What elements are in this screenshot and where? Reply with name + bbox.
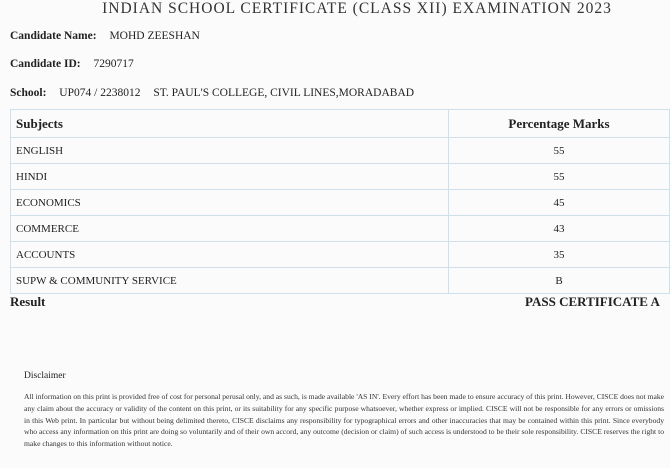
- subject-cell: HINDI: [11, 164, 449, 190]
- subject-cell: ACCOUNTS: [11, 242, 449, 268]
- disclaimer-text: All information on this print is provided free of cost for personal perusal only, and as such, is made available 'AS IN'. Every effort has been made to ensure accuracy of this print. However, CISCE does not make any claim about the accuracy or validity of the content on this print, or its suitability for any specific purpose whatsoever, whether express or implied. CISCE will not be responsible for any errors or omissions in this Web print. In particular but without being delimited thereto, CISCE disclaims any responsibility for typographical errors and other inaccuracies that may be contained within this print. Since everybody who access any information on this print are doing so voluntarily and of their own accord, any outcome (decision or claim) of such access is understood to be their sole responsibility. CISCE reserves the right to make changes to this information without notice.: [24, 392, 664, 449]
- candidate-id-label: Candidate ID:: [10, 58, 81, 70]
- school-label: School:: [10, 87, 47, 99]
- marks-cell: 35: [449, 242, 670, 268]
- candidate-id-row: [10, 58, 134, 70]
- marks-cell: 55: [449, 164, 670, 190]
- school-code: UP074 / 2238012: [59, 87, 141, 99]
- marks-cell: 45: [449, 190, 670, 216]
- result-label: Result: [10, 294, 46, 309]
- table-row: [11, 242, 670, 268]
- subject-cell: ECONOMICS: [11, 190, 449, 216]
- school-name: ST. PAUL'S COLLEGE, CIVIL LINES,MORADABAD: [153, 87, 415, 99]
- table-header-row: [11, 110, 670, 138]
- table-row: [11, 216, 670, 242]
- table-row: [11, 164, 670, 190]
- school-row: [10, 87, 414, 99]
- candidate-id-value: 7290717: [93, 58, 134, 70]
- subjects-header: Subjects: [11, 110, 449, 138]
- percentage-header: Percentage Marks: [449, 110, 670, 138]
- marks-cell: 43: [449, 216, 670, 242]
- candidate-name-row: [10, 30, 200, 42]
- result-value: PASS CERTIFICATE A: [525, 294, 660, 309]
- candidate-name-label: Candidate Name:: [10, 30, 97, 42]
- marks-cell: 55: [449, 138, 670, 164]
- marks-cell: B: [449, 268, 670, 294]
- table-row: [11, 190, 670, 216]
- subject-cell: SUPW & COMMUNITY SERVICE: [11, 268, 449, 294]
- page-title: INDIAN SCHOOL CERTIFICATE (CLASS XII) EXAMINATION 2023: [102, 0, 612, 17]
- table-row: [11, 268, 670, 294]
- candidate-name-value: MOHD ZEESHAN: [109, 30, 200, 42]
- subject-cell: ENGLISH: [11, 138, 449, 164]
- subject-cell: COMMERCE: [11, 216, 449, 242]
- marks-table: [10, 109, 670, 294]
- disclaimer-title: Disclaimer: [24, 371, 66, 381]
- table-row: [11, 138, 670, 164]
